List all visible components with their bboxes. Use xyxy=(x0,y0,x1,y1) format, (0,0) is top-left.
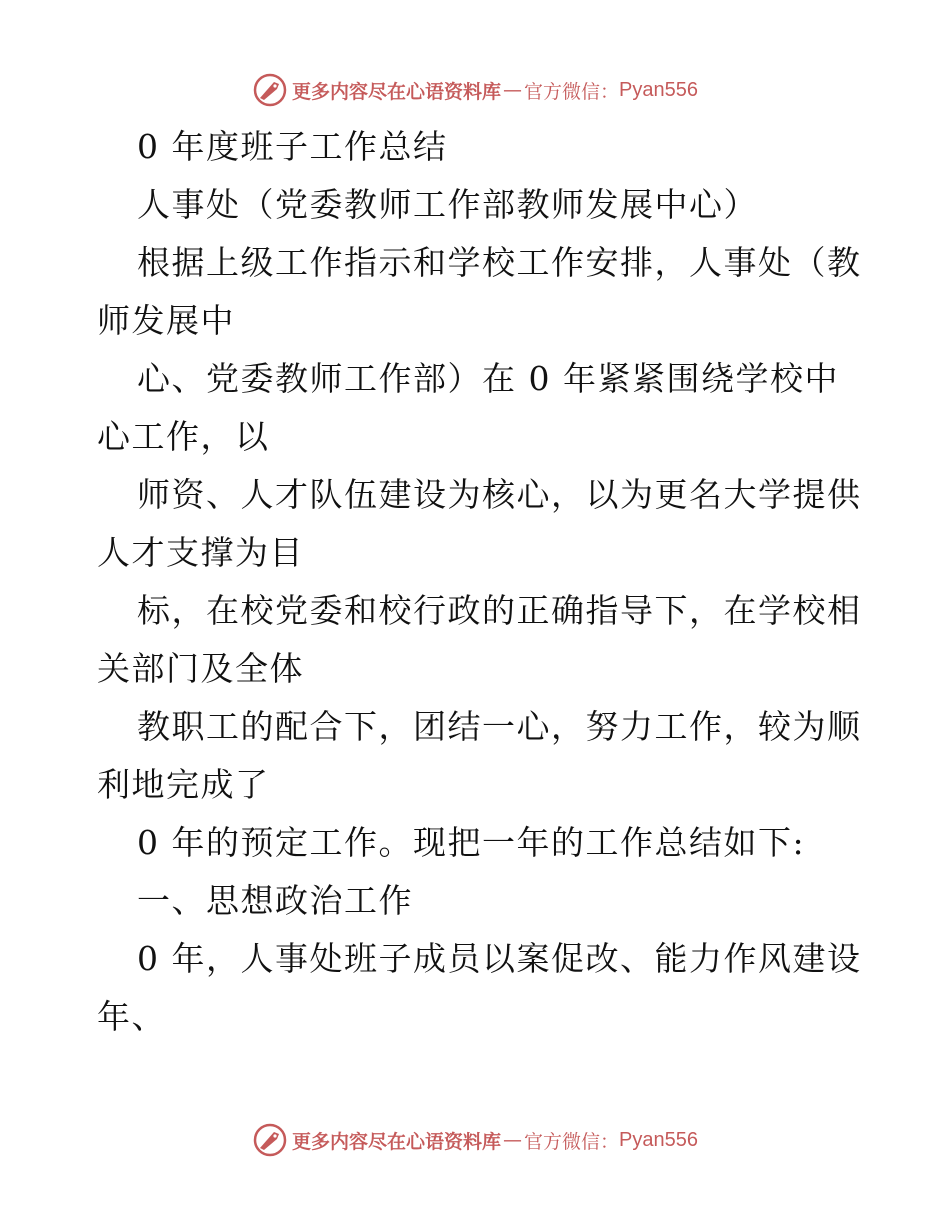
pen-nib-circle-icon xyxy=(252,72,288,108)
paragraph-line: 心、党委教师工作部）在 0 年紧紧围绕学校中 xyxy=(137,359,839,398)
paragraph-line: 师发展中 xyxy=(97,301,235,340)
paragraph-line: 利地完成了 xyxy=(97,765,270,804)
watermark-text: 更多内容尽在心语资料库 xyxy=(292,1130,502,1153)
paragraph-line: 根据上级工作指示和学校工作安排，人事处（教 xyxy=(137,243,862,282)
watermark-dash: — xyxy=(503,79,523,101)
document-body xyxy=(97,118,862,1046)
document-title: 0 年度班子工作总结 xyxy=(137,127,448,166)
paragraph-line: 年、 xyxy=(97,997,166,1036)
watermark-contact-id: Pyan556 xyxy=(619,78,698,101)
watermark-contact-label: 官方微信： xyxy=(524,1130,620,1153)
paragraph-line: 人才支撑为目 xyxy=(97,533,304,572)
watermark-dash: — xyxy=(503,1129,523,1151)
section-heading: 一、思想政治工作 xyxy=(137,881,413,920)
paragraph-line: 关部门及全体 xyxy=(97,649,304,688)
header-watermark xyxy=(0,70,950,110)
paragraph-line: 师资、人才队伍建设为核心，以为更名大学提供 xyxy=(137,475,862,514)
paragraph-line: 标，在校党委和校行政的正确指导下，在学校相 xyxy=(137,591,862,630)
watermark-contact-label: 官方微信： xyxy=(524,80,620,103)
department-line: 人事处（党委教师工作部教师发展中心） xyxy=(137,185,758,224)
paragraph-line: 0 年，人事处班子成员以案促改、能力作风建设 xyxy=(137,939,862,978)
paragraph-line: 心工作，以 xyxy=(97,417,270,456)
watermark-contact-id: Pyan556 xyxy=(619,1128,698,1151)
paragraph-line: 教职工的配合下，团结一心，努力工作，较为顺 xyxy=(137,707,862,746)
paragraph-line: 0 年的预定工作。现把一年的工作总结如下: xyxy=(137,823,806,862)
footer-watermark xyxy=(0,1120,950,1160)
pen-nib-circle-icon xyxy=(252,1122,288,1158)
watermark-text: 更多内容尽在心语资料库 xyxy=(292,80,502,103)
